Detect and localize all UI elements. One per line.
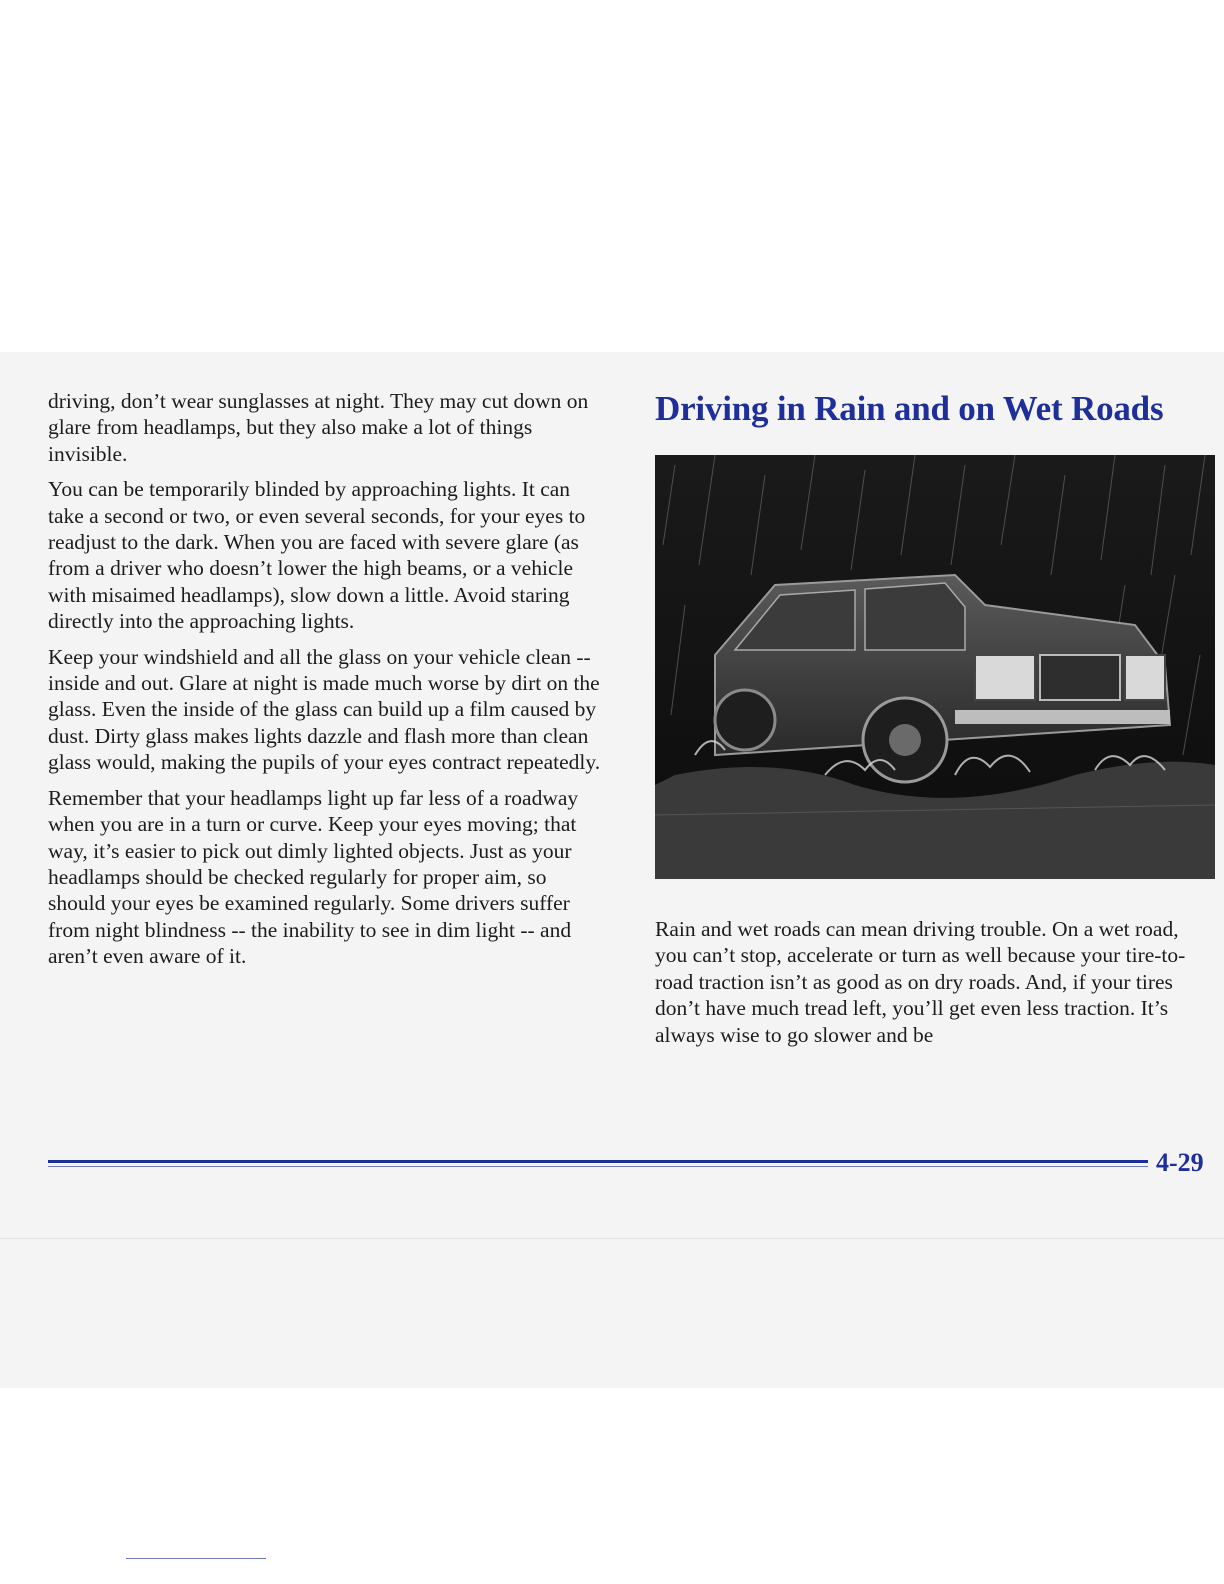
paragraph-wet-roads: Rain and wet roads can mean driving trouble. On a wet road, you can’t stop, accelerate or turn as well because your tire-to-road traction isn’t as good as on dry roads. And, if your tires don’t have much tread left, you’ll get even less traction. It’s always wise to go slower and be xyxy=(655,917,1186,1047)
left-column xyxy=(48,388,608,979)
right-column-body xyxy=(655,916,1205,1048)
paragraph-headlamps-curves: Remember that your headlamps light up far less of a roadway when you are in a turn or curve. Keep your eyes moving; that way, it’s easier to pick out dimly lighted objects. Just as your headlamps should be checked regularly for proper aim, so should your eyes be examined regularly. Some drivers suffer from night blindness -- the inability to see in dim light -- and aren’t even aware of it. xyxy=(48,785,579,969)
rain-scene-icon xyxy=(655,455,1215,879)
divider xyxy=(0,1238,1224,1239)
vehicle-in-rain-illustration xyxy=(655,455,1215,879)
page-number: 4-29 xyxy=(1156,1148,1204,1177)
right-column-header xyxy=(655,386,1203,432)
divider xyxy=(126,1558,266,1559)
paragraph-night-sunglasses: driving, don’t wear sunglasses at night. They may cut down on glare from headlamps, but they also make a lot of things invisible. xyxy=(48,389,589,466)
paragraph-clean-glass: Keep your windshield and all the glass on your vehicle clean -- inside and out. Glare at night is made much worse by dirt on the glass. Even the inside of the glass can build up a film caused by dust. Dirty glass makes lights dazzle and flash more than clean glass would, making the pupils of your eyes contract repeatedly. xyxy=(48,644,601,775)
paragraph-temporary-blinding: You can be temporarily blinded by approaching lights. It can take a second or two, or even several seconds, for your eyes to readjust to the dark. When you are faced with severe glare (as from a driver who doesn’t lower the high beams, or a vehicle with misaimed headlamps), slow down a little. Avoid staring directly into the approaching lights. xyxy=(48,477,586,634)
footer-rule-thick xyxy=(48,1160,1148,1163)
footer-rule-thin xyxy=(48,1166,1148,1167)
section-title: Driving in Rain and on Wet Roads xyxy=(655,389,1164,428)
footer-rule xyxy=(48,1160,1148,1168)
